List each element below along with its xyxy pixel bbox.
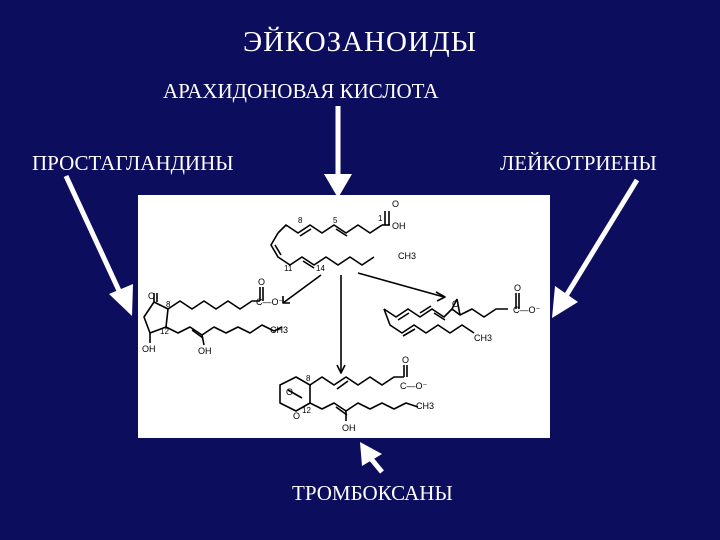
tx-ring-o1-label: O	[286, 387, 294, 397]
tx-carbon-8-label: 8	[306, 374, 311, 383]
lt-epoxide-o-label: O	[452, 299, 460, 309]
carbon-5-label: 5	[333, 216, 338, 225]
tx-carbonyl-o-label: O	[402, 355, 410, 365]
pg-chain-oh-label: OH	[198, 346, 212, 356]
carbon-14-label: 14	[316, 264, 325, 273]
pg-ketone-o-label: O	[148, 291, 156, 301]
arrow-to-prostaglandins	[66, 176, 133, 316]
arachidonic-acid-label: АРАХИДОНОВАЯ КИСЛОТА	[163, 79, 439, 103]
pg-ch3-label: CH3	[270, 325, 289, 335]
tx-ch3-label: CH3	[416, 401, 435, 411]
tx-ring-o2-label: O	[293, 411, 301, 421]
arrow-to-structure-down	[324, 106, 352, 198]
page-title: ЭЙКОЗАНОИДЫ	[242, 26, 478, 58]
thromboxanes-label: ТРОМБОКСАНЫ	[292, 481, 453, 505]
carbon-11-label: 11	[284, 264, 293, 273]
lt-carboxylate-label: C—O⁻	[513, 305, 541, 315]
carbonyl-o-label: O	[392, 199, 400, 209]
pg-ring-oh-label: OH	[142, 344, 156, 354]
arrow-from-thromboxanes	[360, 442, 382, 472]
pg-carbon-8-label: 8	[166, 300, 171, 309]
pg-carbonyl-o-label: O	[258, 277, 266, 287]
carbon-1-label: 1	[378, 214, 383, 223]
arrow-to-leukotrienes	[552, 180, 637, 318]
acid-ch3-label: CH3	[398, 251, 417, 261]
tx-oh-label: OH	[342, 423, 356, 433]
carbon-8-label: 8	[298, 216, 303, 225]
tx-carboxylate-label: C—O⁻	[400, 381, 428, 391]
lt-ch3-label: CH3	[474, 333, 493, 343]
lt-carbonyl-o-label: O	[514, 283, 522, 293]
leukotrienes-label: ЛЕЙКОТРИЕНЫ	[500, 151, 657, 175]
acid-oh-label: OH	[392, 221, 406, 231]
pg-carbon-12-label: 12	[160, 327, 169, 336]
pg-carboxylate-label: C—O⁻	[256, 297, 284, 307]
tx-carbon-12-label: 12	[302, 406, 311, 415]
prostaglandins-label: ПРОСТАГЛАНДИНЫ	[32, 151, 234, 175]
